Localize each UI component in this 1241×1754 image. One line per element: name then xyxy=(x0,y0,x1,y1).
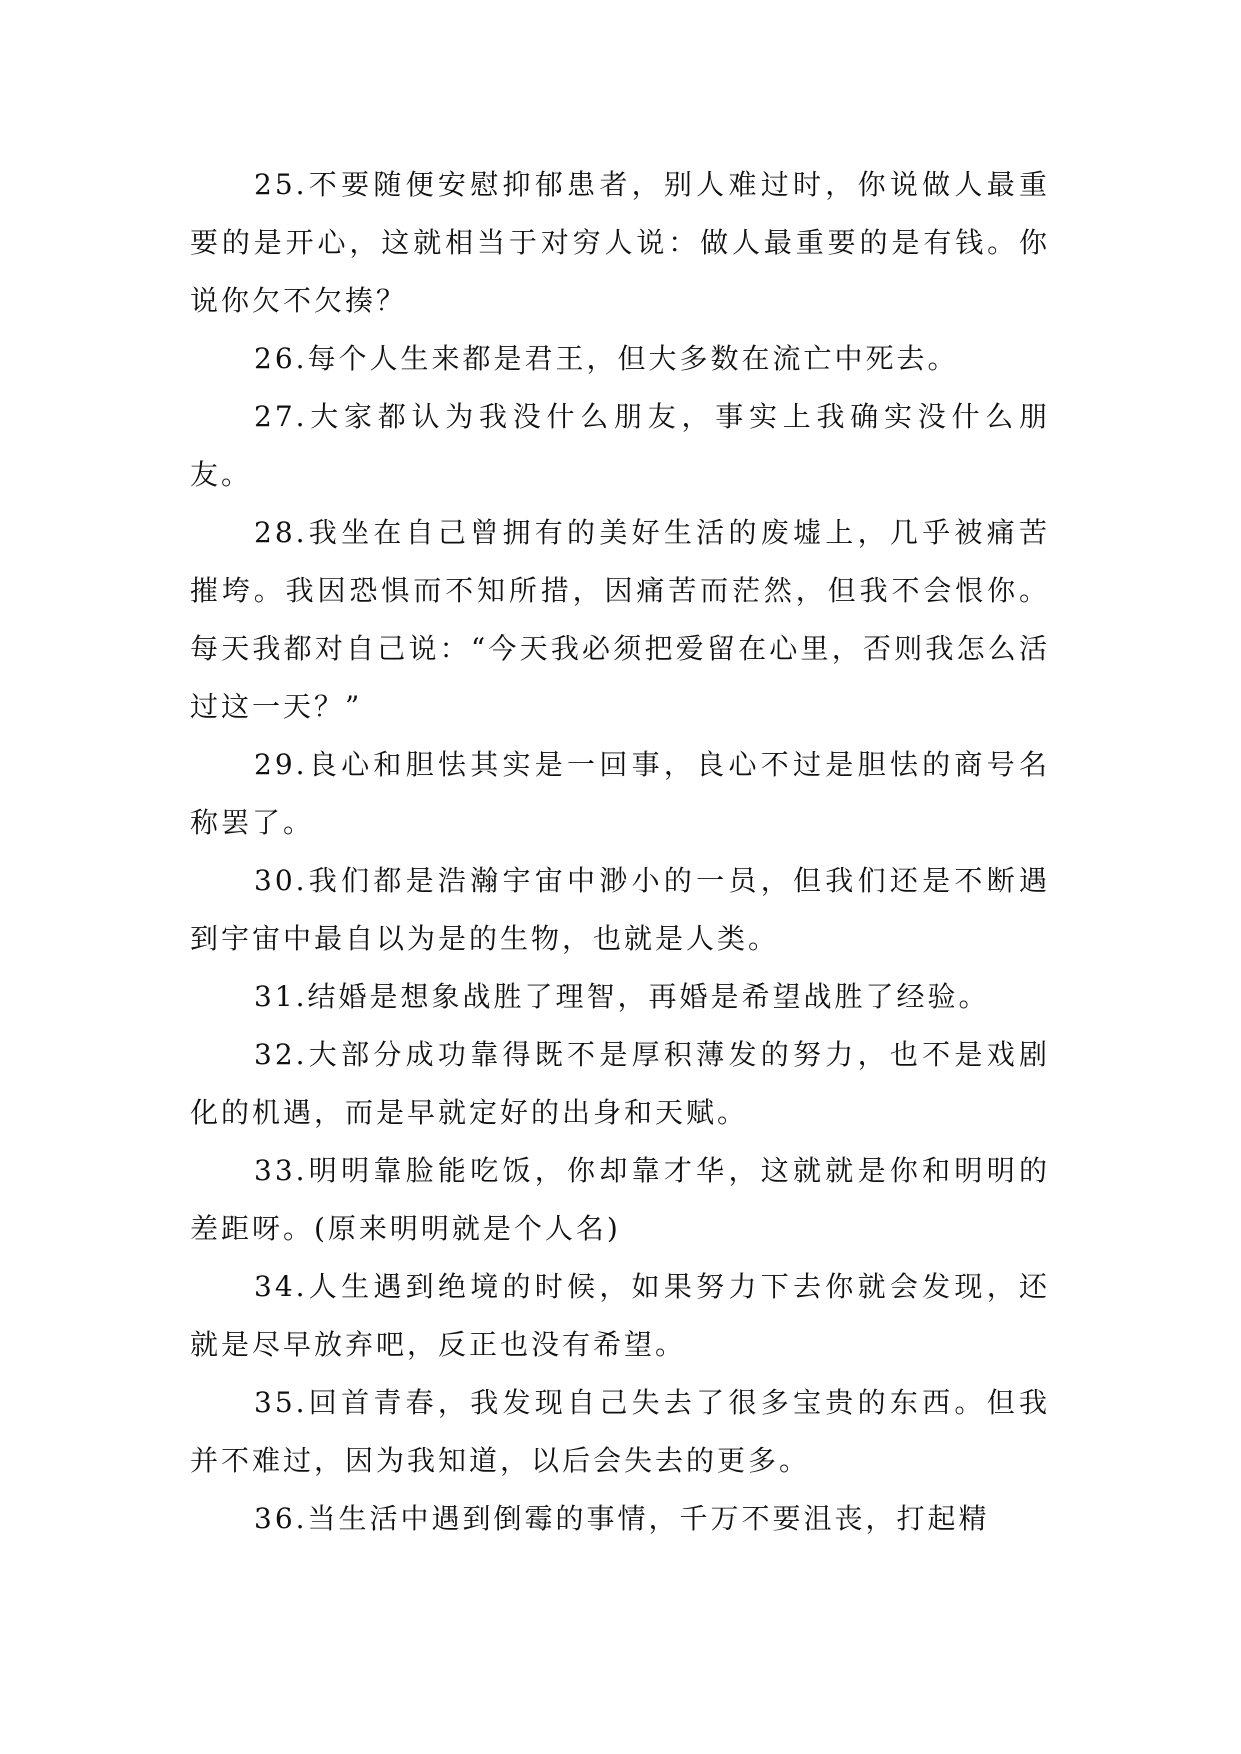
paragraph-34: 34.人生遇到绝境的时候，如果努力下去你就会发现，还就是尽早放弃吧，反正也没有希望。 xyxy=(190,1270,1050,1361)
paragraph-35: 35.回首青春，我发现自己失去了很多宝贵的东西。但我并不难过，因为我知道，以后会失去的更多。 xyxy=(190,1386,1050,1477)
paragraph-26: 26.每个人生来都是君王，但大多数在流亡中死去。 xyxy=(254,342,959,375)
paragraph-31: 31.结婚是想象战胜了理智，再婚是希望战胜了经验。 xyxy=(254,980,990,1013)
paragraph-29: 29.良心和胆怯其实是一回事，良心不过是胆怯的商号名称罢了。 xyxy=(190,748,1050,839)
paragraph-30: 30.我们都是浩瀚宇宙中渺小的一员，但我们还是不断遇到宇宙中最自以为是的生物，也就是人类。 xyxy=(190,864,1050,955)
paragraph-27: 27.大家都认为我没什么朋友，事实上我确实没什么朋友。 xyxy=(190,400,1050,491)
paragraph-25: 25.不要随便安慰抑郁患者，别人难过时，你说做人最重要的是开心，这就相当于对穷人说：做人最重要的是有钱。你说你欠不欠揍？ xyxy=(190,168,1050,317)
document-body xyxy=(190,156,1050,1548)
paragraph-28: 28.我坐在自己曾拥有的美好生活的废墟上，几乎被痛苦摧垮。我因恐惧而不知所措，因痛苦而茫然，但我不会恨你。每天我都对自己说：“今天我必须把爱留在心里，否则我怎么活过这一天？” xyxy=(190,516,1050,723)
paragraph-36: 36.当生活中遇到倒霉的事情，千万不要沮丧，打起精 xyxy=(254,1502,990,1535)
paragraph-32: 32.大部分成功靠得既不是厚积薄发的努力，也不是戏剧化的机遇，而是早就定好的出身和天赋。 xyxy=(190,1038,1050,1129)
paragraph-33: 33.明明靠脸能吃饭，你却靠才华，这就就是你和明明的差距呀。(原来明明就是个人名) xyxy=(190,1154,1050,1245)
